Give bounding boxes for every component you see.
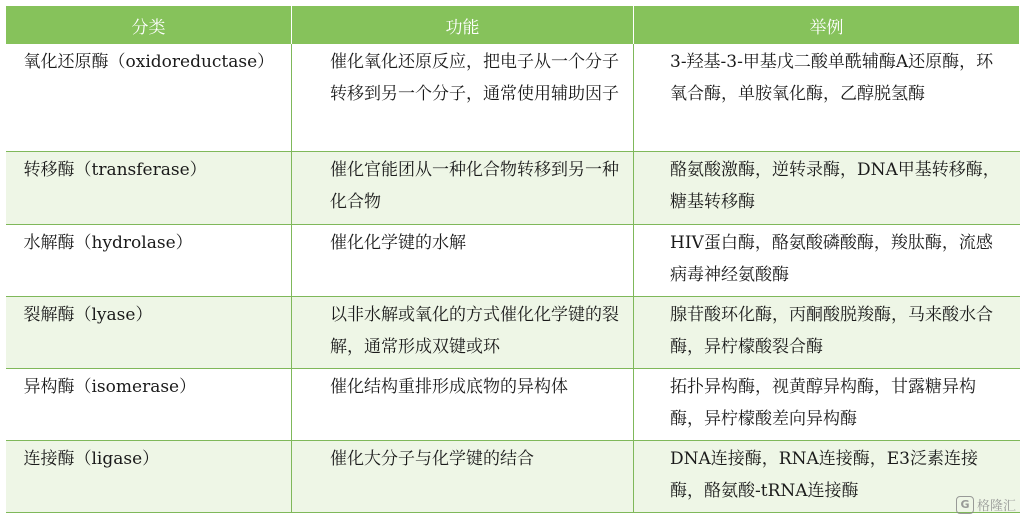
cell-category: 裂解酶（lyase） <box>6 296 292 368</box>
cell-function <box>292 151 634 224</box>
cell-function-text: 以非水解或氧化的方式催化化学键的裂解，通常形成双键或环 <box>330 304 619 357</box>
cell-examples <box>634 44 1020 151</box>
table-row <box>6 296 1020 368</box>
cell-function-text: 催化官能团从一种化合物转移到另一种化合物 <box>330 159 619 212</box>
cell-examples <box>634 296 1020 368</box>
header-row <box>6 6 1020 44</box>
cell-examples-text: DNA连接酶，RNA连接酶，E3泛素连接酶，酪氨酸-tRNA连接酶 <box>670 448 978 501</box>
table-row <box>6 440 1020 512</box>
table-row <box>6 44 1020 151</box>
watermark <box>956 495 1016 514</box>
cell-category: 连接酶（ligase） <box>6 440 292 512</box>
cell-category: 异构酶（isomerase） <box>6 368 292 440</box>
watermark-text: 格隆汇 <box>976 499 1016 514</box>
cell-function <box>292 440 634 512</box>
cell-category: 氧化还原酶（oxidoreductase） <box>6 44 292 151</box>
cell-examples-text: 腺苷酸环化酶，丙酮酸脱羧酶，马来酸水合酶，异柠檬酸裂合酶 <box>670 304 993 357</box>
cell-function <box>292 44 634 151</box>
header-examples: 举例 <box>634 6 1020 44</box>
cell-examples-text: 酪氨酸激酶，逆转录酶，DNA甲基转移酶，糖基转移酶 <box>670 159 1000 212</box>
table-body <box>6 44 1020 512</box>
cell-examples <box>634 368 1020 440</box>
header-category: 分类 <box>6 6 292 44</box>
gelonghui-logo-icon: G <box>956 496 974 514</box>
cell-category: 转移酶（transferase） <box>6 151 292 224</box>
cell-examples-text: 拓扑异构酶，视黄醇异构酶，甘露糖异构酶，异柠檬酸差向异构酶 <box>670 376 976 429</box>
cell-category: 水解酶（hydrolase） <box>6 224 292 296</box>
cell-examples <box>634 151 1020 224</box>
cell-examples-text: HIV蛋白酶，酪氨酸磷酸酶，羧肽酶，流感病毒神经氨酸酶 <box>670 232 993 285</box>
cell-function <box>292 224 634 296</box>
cell-examples <box>634 224 1020 296</box>
cell-function-text: 催化氧化还原反应，把电子从一个分子转移到另一个分子，通常使用辅助因子 <box>330 52 619 104</box>
table-row <box>6 224 1020 296</box>
header-function: 功能 <box>292 6 634 44</box>
cell-function-text: 催化化学键的水解 <box>330 232 466 253</box>
cell-function-text: 催化大分子与化学键的结合 <box>330 448 534 469</box>
cell-function <box>292 368 634 440</box>
table-header <box>6 6 1020 44</box>
enzyme-classification-table <box>5 6 1020 513</box>
cell-function-text: 催化结构重排形成底物的异构体 <box>330 376 568 397</box>
cell-function <box>292 296 634 368</box>
cell-examples-text: 3-羟基-3-甲基戊二酸单酰辅酶A还原酶，环氧合酶，单胺氧化酶，乙醇脱氢酶 <box>670 52 994 104</box>
table-row <box>6 368 1020 440</box>
table-row <box>6 151 1020 224</box>
